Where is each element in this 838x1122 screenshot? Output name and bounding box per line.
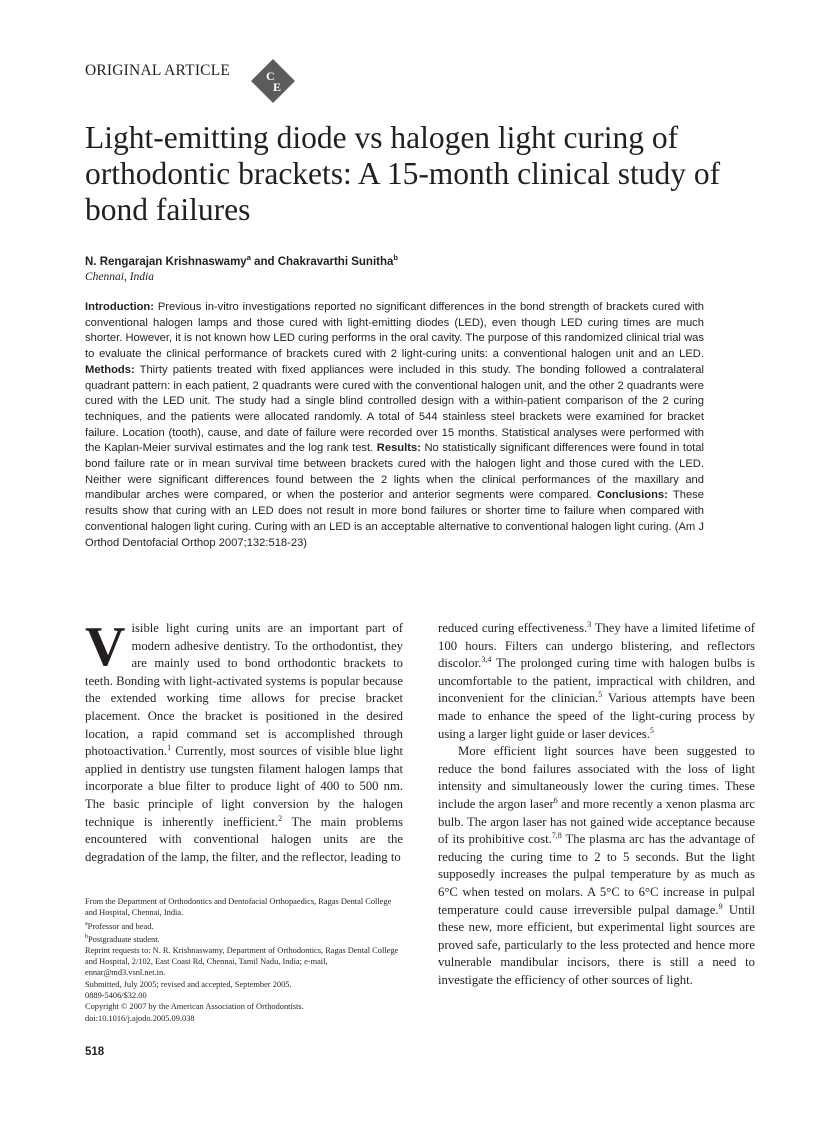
citation-ref[interactable]: 5 bbox=[598, 690, 603, 700]
footnote-a bbox=[85, 919, 405, 932]
citation-ref[interactable]: 3 bbox=[587, 619, 592, 629]
body-text: The main problems encountered with conventional halogen units are the degradation of the lamp, the filter, and the reflector, leading to bbox=[85, 814, 403, 864]
body-text: reduced curing effectiveness. bbox=[438, 621, 588, 635]
affiliation-marker: b bbox=[393, 253, 398, 262]
body-text: The plasma arc has the advantage of reducing the curing time to 2 to 5 seconds. But the light supposedly increases the pulpal temperature by as much as 6°C when tested on molars. A 5°C to 6°C increase in pulpal temperature could cause irreversible pulpal damage. bbox=[438, 832, 756, 917]
abstract-label-introduction: Introduction: bbox=[85, 301, 154, 313]
footnote-submitted: Submitted, July 2005; revised and accepted, September 2005. bbox=[85, 979, 292, 989]
citation-ref[interactable]: 2 bbox=[278, 813, 283, 823]
ce-diamond-icon bbox=[250, 58, 296, 104]
svg-text:C: C bbox=[266, 69, 275, 83]
body-paragraph bbox=[438, 620, 755, 743]
citation-ref[interactable]: 3,4 bbox=[481, 654, 492, 664]
abstract-introduction-text: Previous in-vitro investigations reported no significant differences in the bond strength of brackets cured with conventional halogen lamps and those cured with light-emitting diodes (LED), even though LED curing times are much shorter. However, it is not known how LED curing performs in the oral cavity. The purpose of this randomized clinical trial was to evaluate the clinical performance of brackets cured with 2 light-curing units: a conventional halogen unit and an LED. bbox=[85, 301, 704, 361]
author-location: Chennai, India bbox=[85, 271, 154, 283]
body-text: They have a limited lifetime of 100 hours. Filters can undergo blistering, and reflectors discolor. bbox=[438, 621, 755, 671]
drop-cap: V bbox=[85, 616, 126, 678]
footnote-affiliation: From the Department of Orthodontics and Dentofacial Orthopaedics, Ragas Dental College and Hospital, Chennai, India. bbox=[85, 897, 392, 918]
citation-ref[interactable]: 1 bbox=[167, 742, 172, 752]
author-conjunction: and bbox=[250, 255, 278, 268]
section-label: ORIGINAL ARTICLE bbox=[85, 62, 231, 79]
body-text: More efficient light sources have been suggested to reduce the bond failures associated with the loss of light intensity and simultaneously lower the curing times. These include the argon laser bbox=[438, 744, 755, 811]
footnote-reprint: Reprint requests to: N. R. Krishnaswamy, Department of Orthodontics, Ragas Dental College and Hospital, 2/102, East Coast Rd, Chennai, Tamil Nadu, India; e-mail, ennar@md3.vsnl.net.in. bbox=[85, 945, 399, 978]
abstract bbox=[85, 300, 704, 551]
abstract-label-conclusions: Conclusions: bbox=[597, 489, 668, 502]
author-name: Chakravarthi Sunitha bbox=[277, 255, 394, 268]
body-text: and more recently a xenon plasma arc bulb. The argon laser has not gained wide acceptance because of its prohibitive cost. bbox=[438, 796, 756, 847]
body-text: Until these new, more efficient, but experimental light sources are proved safe, particularly to the less protected and hence more vulnerable mandibular incisors, there is still a need to investigate the efficiency of other sources of light. bbox=[438, 902, 755, 987]
body-text: Various attempts have been made to enhance the speed of the light-curing process by using a larger light guide or laser devices. bbox=[438, 691, 756, 741]
footnotes bbox=[85, 896, 405, 1024]
abstract-methods-text: Thirty patients treated with fixed appliances were included in this study. The bonding followed a contralateral quadrant pattern: in each patient, 2 quadrants were cured with the conventional halogen unit, and the other 2 quadrants were cured with the LED unit. The study had a single blind controlled design with a within-patient comparison of the 2 curing techniques, and the patients were allocated randomly. A total of 544 stainless steel brackets were examined for bracket failure. Location (tooth), cause, and date of failure were recorded over 15 months. Statistical analyses were performed with the Kaplan-Meier survival estimates and the log rank test. bbox=[85, 363, 704, 455]
body-paragraph bbox=[438, 743, 755, 989]
citation-ref[interactable]: 9 bbox=[718, 901, 723, 911]
footnote-text: Postgraduate student. bbox=[88, 934, 160, 944]
body-column-left bbox=[85, 616, 403, 866]
body-text: Currently, most sources of visible blue light applied in dentistry use tungsten filament halogen lamps that incorporate a blue filter to produce light of 400 to 500 nm. The basic principle of light conversion by the halogen technique is inherently inefficient. bbox=[85, 744, 403, 829]
body-paragraph bbox=[85, 616, 403, 866]
abstract-results-text: No statistically significant differences were found in total bond failure rate or in mean survival time between brackets cured with the halogen light and those cured with the LED. Neither were significant differences found between the 2 lights when the clinical performances of the maxillary and mandibular arches were compared, or when the posterior and anterior segments were compared. bbox=[85, 442, 704, 502]
footnote-b bbox=[85, 932, 405, 945]
abstract-conclusions-text: These results show that curing with an LED does not result in more bond failures or shorter time to failure when compared with conventional halogen light curing. Curing with an LED is an acceptable alternative to conventional halogen light curing. (Am J Orthod Dentofacial Orthop 2007;132:518-23) bbox=[85, 489, 704, 549]
footnote-marker: a bbox=[85, 920, 88, 927]
svg-text:E: E bbox=[273, 80, 282, 94]
footnote-copyright: Copyright © 2007 by the American Association of Orthodontists. bbox=[85, 1002, 304, 1012]
body-column-right bbox=[438, 620, 755, 989]
author-line bbox=[85, 253, 398, 268]
citation-ref[interactable]: 7,8 bbox=[551, 830, 562, 840]
footnote-issn: 0889-5406/$32.00 bbox=[85, 990, 147, 1000]
affiliation-marker: a bbox=[246, 253, 251, 262]
article-title: Light-emitting diode vs halogen light curing of orthodontic brackets: A 15-month clinical study of bond failures bbox=[85, 120, 721, 227]
body-text: isible light curing units are an important part of modern adhesive dentistry. To the orthodontist, they are mainly used to bond orthodontic brackets to teeth. Bonding with light-activated systems is popular because the extended working time allows for precise bracket placement. Once the bracket is positioned in the desired location, a rapid command set is accomplished through photoactivation. bbox=[85, 621, 403, 759]
abstract-label-results: Results: bbox=[376, 442, 421, 455]
body-text: The prolonged curing time with halogen bulbs is uncomfortable to the patient, impractical with children, and inconvenient for the clinician. bbox=[438, 656, 755, 706]
citation-ref[interactable]: 6 bbox=[553, 795, 558, 805]
footnote-marker: b bbox=[85, 933, 88, 940]
abstract-label-methods: Methods: bbox=[85, 363, 135, 376]
page-number: 518 bbox=[85, 1046, 105, 1058]
citation-ref[interactable]: 5 bbox=[649, 725, 654, 735]
author-name: N. Rengarajan Krishnaswamy bbox=[85, 255, 247, 268]
footnote-doi[interactable]: doi:10.1016/j.ajodo.2005.09.038 bbox=[85, 1013, 195, 1023]
footnote-text: Professor and head. bbox=[87, 921, 154, 931]
